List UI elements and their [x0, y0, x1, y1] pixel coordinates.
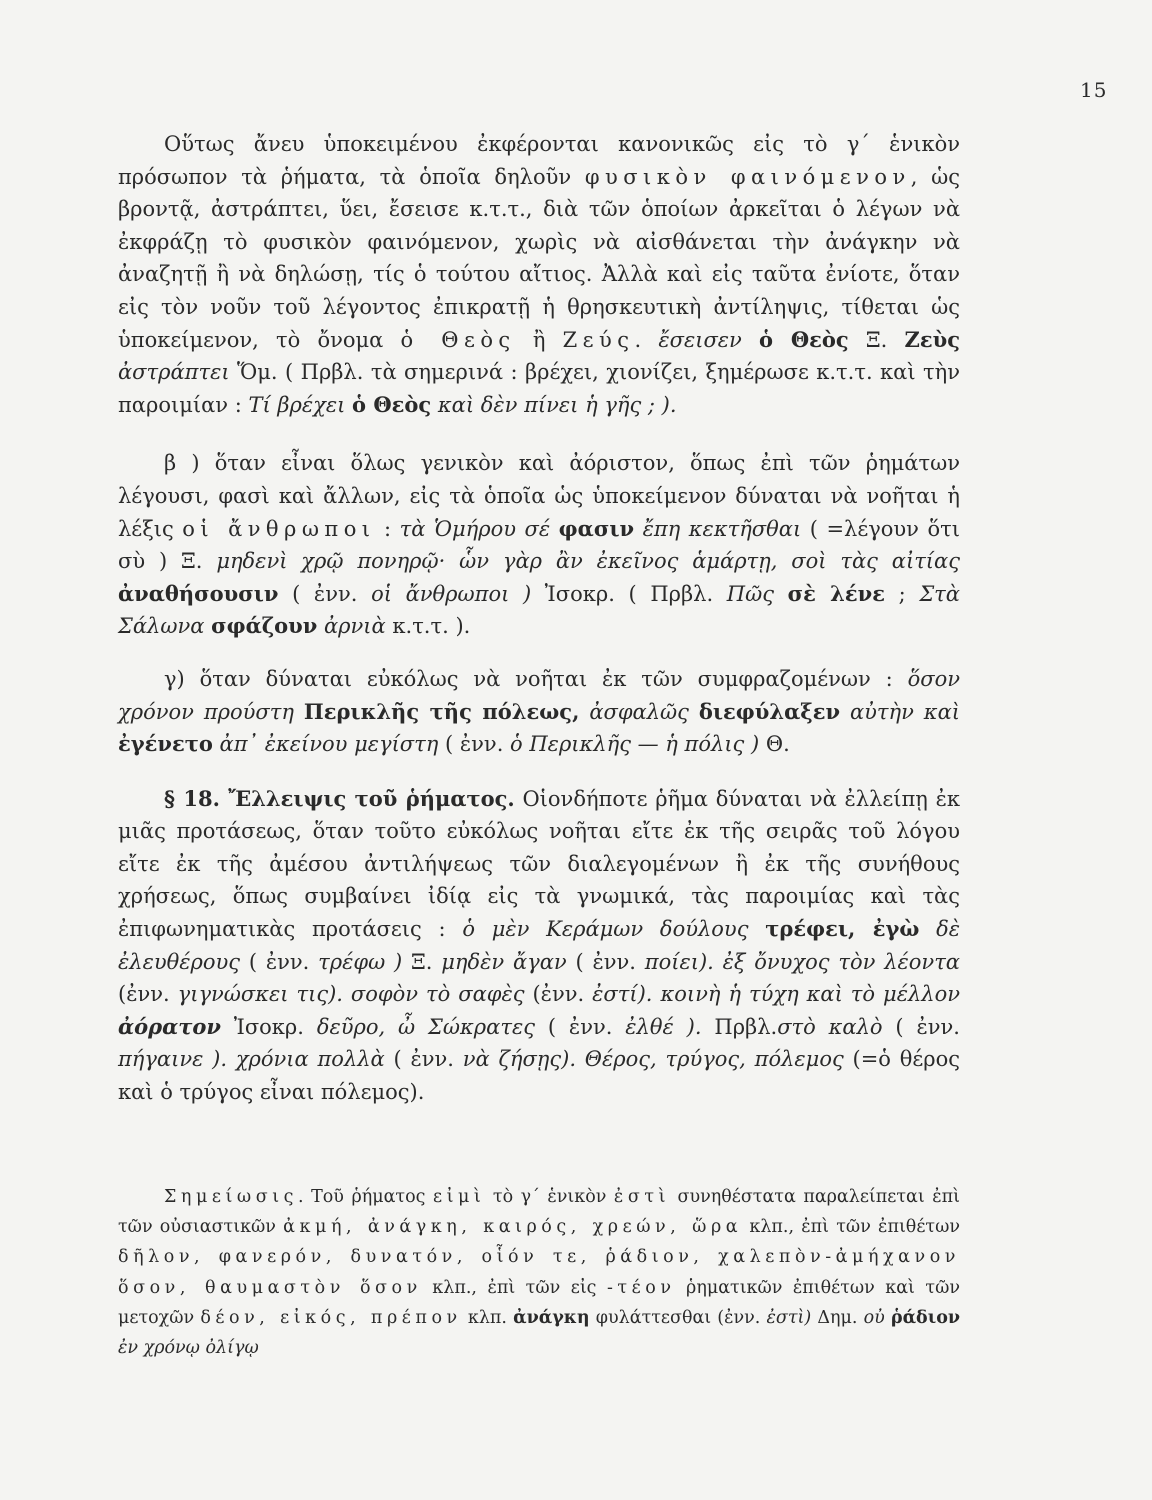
example-bold: ἀνάγκη — [513, 1307, 590, 1328]
spaced-term: οἱ ἄνθρωποι — [182, 516, 376, 541]
spaced-term: ὁ Θεὸς — [400, 327, 516, 352]
text-run: ἢ — [515, 327, 563, 352]
text-run: ( ἐνν. — [384, 1047, 463, 1072]
text-run: Ξ. — [848, 327, 905, 352]
paragraph-impersonal-verbs — [118, 128, 960, 421]
text-run: β ) ὅταν εἶναι ὅλως γενικὸν καὶ ἀόριστον, ὅπως ἐπὶ τῶν ῥημάτων λέγουσι, φασὶ καὶ ἄλλων, εἰς τὰ ὁποῖα ὡς ὑποκείμενον δύναται νὰ νοῆται ἡ λέξις — [118, 451, 960, 541]
example-italic: Τί βρέχει — [248, 392, 353, 417]
example-italic: ἀστράπτει — [118, 360, 230, 385]
text-run: ( ἐνν. — [882, 1014, 960, 1039]
example-bold: ἀόρατον — [118, 1013, 222, 1039]
text-run: συνηθέστατα παραλείπεται ἐπὶ τῶν οὐσιαστικῶν — [118, 1187, 960, 1238]
text-run: Πρβλ. — [701, 1014, 778, 1039]
text-run: ( ἐνν. — [534, 1014, 626, 1039]
example-italic: ἐν χρόνῳ ὀλίγῳ — [118, 1338, 259, 1359]
spaced-term: δέον, εἰκός, πρέπον — [200, 1307, 462, 1328]
example-italic: μηδὲν ἄγαν — [441, 949, 567, 974]
paragraph-context-subject — [118, 663, 960, 761]
text-run: γ) ὅταν δύναται εὐκόλως νὰ νοῆται ἐκ τῶν συμφραζομένων : — [164, 666, 908, 691]
body-text — [118, 128, 960, 1109]
example-italic: γιγνώσκει τις). σοφὸν τὸ σαφὲς — [177, 982, 525, 1007]
text-run: τὸ γ΄ ἑνικὸν — [485, 1187, 614, 1207]
section-heading: § 18. Ἔλλειψις τοῦ ῥήματος. — [164, 785, 515, 811]
example-bold: ῥάδιον — [890, 1307, 961, 1328]
text-run: (=ὁ θέρος καὶ ὁ τρύγος εἶναι πόλεμος). — [118, 1047, 960, 1105]
text-run: Ὅμ. ( Πρβλ. τὰ σημερινά : βρέχει, χιονίζει, ξημέρωσε κ.τ.τ. καὶ τὴν παροιμίαν : — [118, 360, 960, 417]
example-italic: ὁ μὲν Κεράμων δούλους — [462, 917, 766, 942]
example-italic: ἔσεισεν — [658, 327, 760, 352]
text-run: (ἐνν. — [118, 982, 178, 1007]
text-run: φυλάττεσθαι (ἐνν. — [589, 1307, 767, 1328]
example-bold: ἀναθήσουσιν — [118, 580, 279, 606]
example-italic: τρέφω ) — [318, 949, 403, 974]
example-italic: οὐ — [863, 1307, 891, 1328]
example-italic: αὐτὴν καὶ — [840, 699, 960, 724]
example-italic: τὰ Ὁμήρου σέ — [399, 516, 559, 541]
example-bold: σὲ λένε — [787, 580, 885, 606]
text-run: Θ. — [759, 732, 790, 757]
example-italic: Πῶς — [726, 581, 788, 606]
example-italic: καὶ δὲν πίνει ἡ γῆς ; ). — [431, 392, 677, 417]
text-run: Ἰσοκρ. ( Πρβλ. — [531, 581, 727, 606]
text-run: . — [634, 327, 659, 352]
example-italic: ὁ Περικλῆς — ἡ πόλις ) — [510, 732, 760, 757]
example-bold: σφάζουν — [211, 613, 318, 639]
spaced-term: φυσικὸν φαινόμενον — [584, 164, 911, 189]
example-italic: δεῦρο, ὦ Σώκρατες — [316, 1014, 535, 1039]
example-italic: ἐστί). κοινὴ ἡ τύχη καὶ τὸ μέλλον — [592, 982, 960, 1007]
text-run: (ἐνν. — [524, 982, 593, 1007]
text-run: Ἰσοκρ. — [221, 1014, 317, 1039]
text-run: ῥηματικῶν ἐπιθέτων καὶ τῶν μετοχῶν — [118, 1277, 960, 1328]
page-number: 15 — [1080, 78, 1108, 102]
example-italic: Στὰ Σάλωνα — [118, 581, 960, 639]
example-italic: ἀρνιὰ — [317, 614, 386, 639]
example-italic: ποίει). ἐξ ὄνυχος τὸν λέοντα — [644, 949, 960, 974]
example-bold: Ζεὺς — [904, 326, 960, 352]
text-run: ( ἐνν. — [278, 581, 372, 606]
example-bold: Περικλῆς τῆς πόλεως, — [303, 698, 580, 724]
example-italic: στὸ καλὸ — [777, 1014, 883, 1039]
spaced-term: ἀκμή, ἀνάγκη, καιρός, χρεών, ὥρα — [283, 1217, 743, 1238]
example-italic: νὰ ζήσῃς). Θέρος, τρύγος, πόλεμος — [462, 1047, 844, 1072]
text-run: κ.τ.τ. ). — [385, 614, 471, 639]
text-run: ( ἐνν. — [566, 949, 645, 974]
example-italic: ἔπη κεκτῆσθαι — [634, 516, 802, 541]
example-italic: ἀπ᾽ ἐκείνου μεγίστη — [212, 732, 439, 757]
example-italic: ὅσον χρόνον προύστη — [118, 666, 960, 724]
example-italic: πήγαινε ). χρόνια πολλὰ — [118, 1047, 385, 1072]
example-italic: οἱ ἄνθρωποι ) — [371, 581, 532, 606]
example-italic: δὲ ἐλευθέρους — [118, 917, 960, 974]
text-run: , ὡς βροντᾷ, ἀστράπτει, ὕει, ἔσεισε κ.τ.τ., διὰ τῶν ὁποίων ἀρκεῖται ὁ λέγων νὰ ἐκφράζῃ τὸ φυσικὸν φαινόμενον, χωρὶς νὰ αἰσθάνεται τὴν ἀνάγκην νὰ ἀναζητῇ ἢ νὰ δηλώσῃ, τίς ὁ τούτου αἴτιος. Ἀλλὰ καὶ εἰς ταῦτα ἐνίοτε, ὅταν εἰς τὸν νοῦν τοῦ λέγοντος ἐπικρατῇ ἡ θρησκευτικὴ ἀντίληψις, τίθεται ὡς ὑποκείμενον, τὸ ὄνομα — [118, 164, 960, 352]
example-bold: ὁ Θεὸς — [759, 326, 849, 352]
note-label: Σημείωσις — [164, 1187, 298, 1207]
note-block — [118, 1182, 960, 1363]
example-italic: μηδενὶ χρῷ πονηρῷ· ὧν γὰρ ἂν ἐκεῖνος ἁμάρτῃ, σοὶ τὰς αἰτίας — [216, 549, 960, 574]
example-bold: τρέφει, ἐγὼ — [765, 916, 920, 942]
text-run: ( ἐνν. — [240, 949, 319, 974]
spaced-term: Ζεύς — [562, 327, 635, 352]
example-bold: ὁ Θεὸς — [352, 391, 432, 417]
text-run: : — [375, 516, 400, 541]
text-run: ( =λέγουν ὅτι σὺ ) Ξ. — [118, 516, 960, 574]
paragraph-general-subject — [118, 447, 960, 643]
text-run: κλπ., ἐπὶ τῶν ἐπιθέτων — [742, 1217, 960, 1238]
text-run: Δημ. — [811, 1307, 864, 1328]
paragraph-verb-ellipsis — [118, 783, 960, 1109]
text-run: κλπ. — [461, 1307, 514, 1328]
example-bold: διεφύλαξεν — [698, 698, 841, 724]
text-run: . Τοῦ ῥήματος — [298, 1187, 433, 1207]
example-italic: ἀσφαλῶς — [579, 699, 699, 724]
spaced-term: -τέον — [606, 1277, 676, 1298]
text-run: ; — [884, 581, 920, 606]
example-italic: ἐλθέ ). — [625, 1014, 702, 1039]
spaced-term: δῆλον, φανερόν, δυνατόν, οἷόν τε, ῥάδιον, χαλεπὸν-ἀμήχανον ὅσον, θαυμαστὸν ὅσον — [118, 1247, 960, 1298]
text-run: Οὕτως ἄνευ ὑποκειμένου ἐκφέρονται κανονικῶς εἰς τὸ γ΄ ἑνικὸν πρόσωπον τὰ ῥήματα, τὰ ὁποῖα δηλοῦν — [118, 132, 960, 189]
spaced-term: ἐστὶ — [613, 1187, 671, 1207]
example-bold: ἐγένετο — [118, 731, 213, 757]
example-italic: ἐστὶ) — [766, 1307, 812, 1328]
text-run: κλπ., ἐπὶ τῶν εἰς — [421, 1277, 607, 1298]
example-bold: φασιν — [558, 515, 635, 541]
note-paragraph — [118, 1182, 960, 1363]
text-run: Ξ. — [402, 949, 442, 974]
spaced-term: εἰμὶ — [432, 1187, 486, 1207]
text-run: ( ἐνν. — [438, 732, 511, 757]
text-run: Οἱονδήποτε ῥῆμα δύναται νὰ ἐλλείπῃ ἐκ μιᾶς προτάσεως, ὅταν τοῦτο εὐκόλως νοῆται εἴτε ἐκ τῆς σειρᾶς τοῦ λόγου εἴτε ἐκ τῆς ἀμέσου ἀντιλήψεως τῶν διαλεγομένων ἢ ἐκ τῆς συνήθους χρήσεως, ὅπως συμβαίνει ἰδίᾳ εἰς τὰ γνωμικά, τὰς παροιμίας καὶ τὰς ἐπιφωνηματικὰς προτάσεις : — [118, 786, 960, 942]
